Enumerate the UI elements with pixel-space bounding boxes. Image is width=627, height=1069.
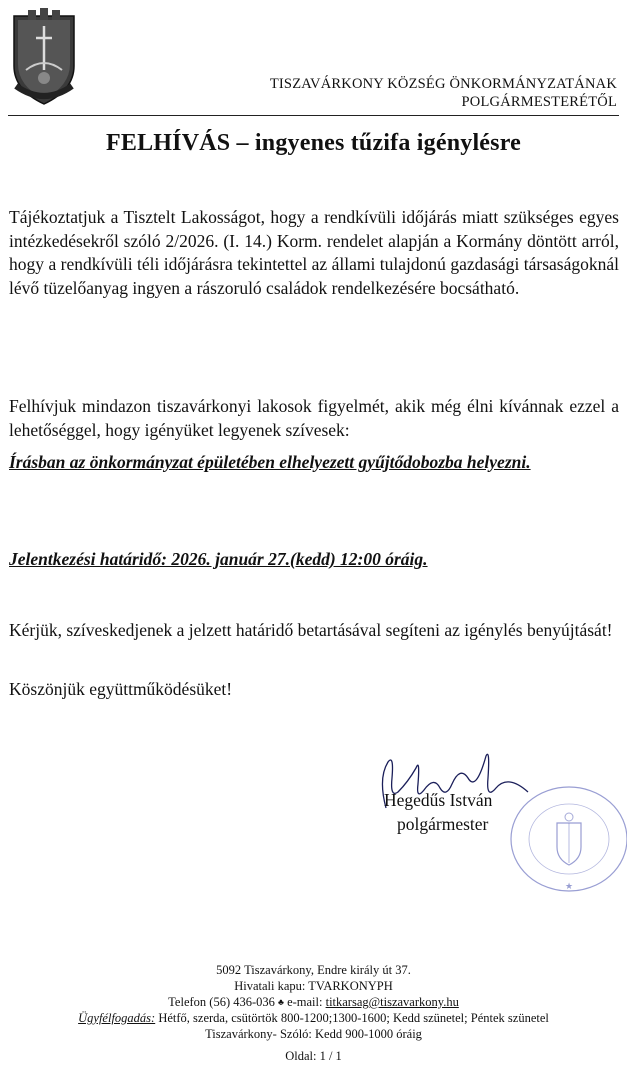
page-number: Oldal: 1 / 1 bbox=[285, 1049, 342, 1063]
paragraph-instruction: Írásban az önkormányzat épületében elhelyezett gyűjtődobozba helyezni. bbox=[9, 452, 531, 472]
footer-szolo-hours: Tiszavárkony- Szóló: Kedd 900-1000 óráig bbox=[205, 1027, 422, 1041]
footer-gateway: Hivatali kapu: TVARKONYPH bbox=[234, 979, 393, 993]
paragraph-thanks: Köszönjük együttműködésüket! bbox=[9, 679, 233, 699]
footer-email-link[interactable]: titkarsag@tiszavarkony.hu bbox=[325, 995, 459, 1009]
footer-address: 5092 Tiszavárkony, Endre király út 37. bbox=[216, 963, 411, 977]
paragraph-please: Kérjük, szíveskedjenek a jelzett határidő betartásával segíteni az igénylés benyújtását! bbox=[9, 620, 613, 640]
footer-hours bbox=[0, 1010, 627, 1027]
footer-hours-text: Hétfő, szerda, csütörtök 800-1200;1300-1600; Kedd szünetel; Péntek szünetel bbox=[158, 1011, 549, 1025]
clover-icon: ♣ bbox=[278, 997, 284, 1007]
footer-contact bbox=[0, 994, 627, 1011]
paragraph-deadline: Jelentkezési határidő: 2026. január 27.(kedd) 12:00 óráig. bbox=[9, 549, 428, 569]
footer-phone: Telefon (56) 436-036 bbox=[168, 995, 275, 1009]
paragraph-intro: Tájékoztatjuk a Tisztelt Lakosságot, hogy a rendkívüli időjárás miatt szükséges egyes intézkedésekről szóló 2/2026. (I. 14.) Korm. rendelet alapján a Kormány döntött arról, hogy a rendkívüli téli időjárásra tekintettel az állami tulajdonú gazdasági társaságoknál lévő tüzelőanyag ingyen a rászoruló családok rendelkezésére bocsátható. bbox=[9, 207, 619, 298]
footer-email-label: e-mail: bbox=[287, 995, 323, 1009]
signer-title: polgármester bbox=[397, 814, 489, 834]
header-line-2: POLGÁRMESTERÉTŐL bbox=[461, 94, 617, 110]
signer-name: Hegedűs István bbox=[384, 790, 493, 810]
paragraph-request: Felhívjuk mindazon tiszavárkonyi lakosok figyelmét, akik még élni kívánnak ezzel a lehetőséggel, hogy igényüket legyenek szívesek: bbox=[9, 396, 619, 440]
svg-text:★: ★ bbox=[564, 882, 574, 892]
header-line-1: TISZAVÁRKONY KÖZSÉG ÖNKORMÁNYZATÁNAK bbox=[269, 76, 617, 92]
header-divider bbox=[8, 115, 619, 116]
coat-of-arms-logo bbox=[8, 8, 80, 108]
official-stamp bbox=[507, 783, 627, 895]
footer-hours-label: Ügyfélfogadás: bbox=[78, 1011, 156, 1025]
page-title: FELHÍVÁS – ingyenes tűzifa igénylésre bbox=[106, 130, 521, 156]
